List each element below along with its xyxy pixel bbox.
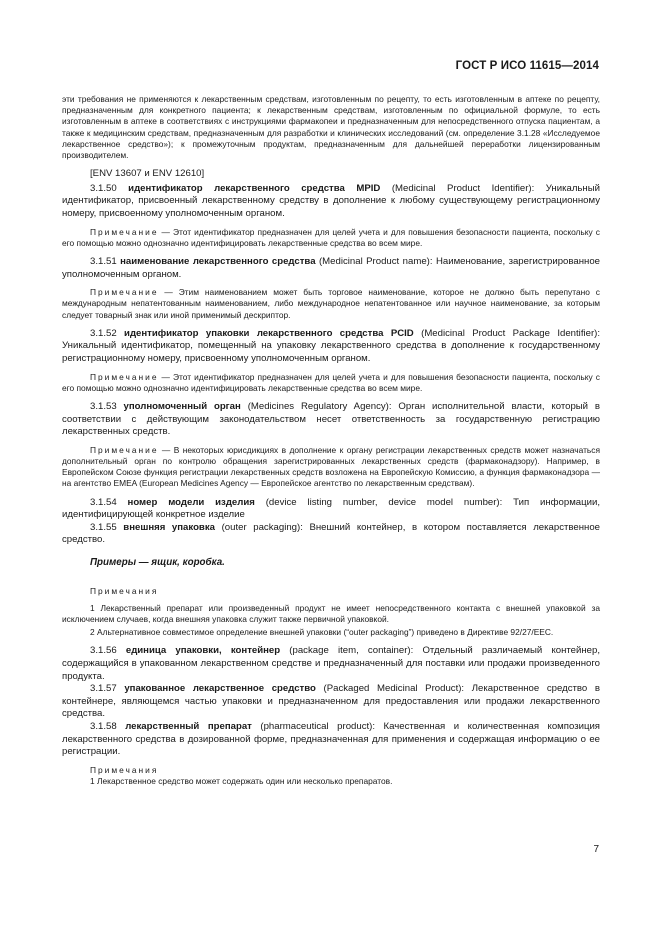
note-3-1-50: Примечание — Этот идентификатор предназначен для целей учета и для повышения безопасности пациента, поскольку с его помощью можно однозначно идентифицировать лекарственные средства во всем мире. [62,226,600,248]
note-3-1-51: Примечание — Этим наименованием может быть торговое наименование, которое не должно быть перепутано с международным непатентованным наименованием, либо международное непатентованное или научное наименование, за которым следует товарный знак или иной применимый дескриптор. [62,287,600,320]
notes-heading: Примечания [90,585,159,596]
note-3-1-55-2: 2 Альтернативное совместимое определение внешней упаковки (“outer packaging”) приведено в Директиве 92/27/ЕЕС. [90,627,554,638]
note-3-1-55-1: 1 Лекарственный препарат или произведенный продукт не имеет непосредственного контакта с внешней упаковкой за исключением случаев, когда внешняя упаковка служит также первичной упаковкой. [62,602,600,624]
term-definition: (Medicines Regulatory Agency): Орган исполнительной власти, который в соответствии с действующим законодательством несет ответственность за государственную регистрацию лекарственных средств. [62,400,600,438]
term-3-1-57 [62,683,600,721]
term-3-1-55 [62,522,600,547]
term-number: 3.1.57 [90,683,125,695]
term-number: 3.1.52 [90,327,125,339]
reference: [ENV 13607 и ENV 12610] [90,168,205,180]
term-definition: (outer packaging): Внешний контейнер, в котором поставляется лекарственное средство. [62,521,600,546]
term-number: 3.1.56 [90,645,126,657]
term-definition: (device listing number, device model number): Тип информации, идентифицирующей конкретное изделие [62,496,601,521]
term-title: наименование лекарственного средства [120,256,316,267]
term-title: идентификатор лекарственного средства MPID [128,182,381,194]
term-title: единица упаковки, контейнер [125,645,281,657]
term-definition: (package item, container): Отдельный различаемый контейнер, содержащийся в упакованном лекарственном средстве и предназначенный для поставки или продажи произведенного продукта. [62,645,601,682]
term-3-1-54 [62,497,600,522]
term-number: 3.1.55 [90,521,124,533]
term-title: внешняя упаковка [123,521,215,533]
note-text: В некоторых юрисдикциях в дополнение к органу регистрации лекарственных средств может назначаться дополнительный орган по контролю обращения зарегистрированных лекарственных средств (фармаконадзору). Например, в Европейском Союзе функция регистрации лекарственных средств возложена на Европейскую Комиссию, а функция фармаконадзора — на агентство EMEA (European Medicines Agency — Европейское агентство по лекарственным средствам). [62,444,601,489]
intro-paragraph: эти требования не применяются к лекарственным средствам, изготовленным по рецепту, то есть изготовленным в аптеке по рецепту, предназначенным для конкретного пациента; к лекарственным средствам, изготовленным по официальной формуле, то есть изготовленным в аптеке в соответствиях с инструкциями фармакопеи и предназначенным для непосредственного отпуска пациентам, а также к медицинским средствам, предназначенным для разработки и клинических исследований (см. определение 3.1.28 «Исследуемое лекарственное средство»); к промежуточным продуктам, предназначенным для дальнейшей переработки лицензированным производителем. [62,94,600,161]
term-definition: (Medicinal Product Identifier): Уникальный идентификатор, присвоенный лекарственному средству в дополнение к любому существующему регистрационному номеру, присвоенному уполномоченным органом. [62,182,600,219]
term-number: 3.1.51 [90,256,121,267]
term-number: 3.1.58 [90,720,126,732]
document-body [62,94,600,787]
document-header: ГОСТ Р ИСО 11615—2014 [455,60,599,72]
term-definition: (Medicinal Product Package Identifier): Уникальный идентификатор, помещенный на упаковку лекарственного средства в дополнение к государственному регистрационному номеру, присвоенному уполномоченным органом. [62,327,601,364]
term-definition: (Medicinal Product name): Наименование, зарегистрированное уполномоченным органом. [62,256,600,280]
term-title: упакованное лекарственное средство [124,683,316,695]
note-3-1-53: Примечание — В некоторых юрисдикциях в дополнение к органу регистрации лекарственных средств может назначаться дополнительный орган по контролю обращения зарегистрированных лекарственных средств (фармаконадзору). Например, в Европейском Союзе функция регистрации лекарственных средств возложена на Европейскую Комиссию, а функция фармаконадзора — на агентство EMEA (European Medicines Agency — Европейское агентство по лекарственным средствам). [62,444,601,489]
term-3-1-58 [62,721,600,759]
note-text: Этот идентификатор предназначен для целей учета и для повышения безопасности пациента, поскольку с его помощью можно однозначно идентифицировать лекарственные средства во всем мире. [62,371,600,393]
term-3-1-50 [62,183,600,221]
examples: Примеры — ящик, коробка. [90,556,225,568]
term-title: идентификатор упаковки лекарственного средства PCID [124,327,414,339]
term-3-1-56 [62,645,600,683]
note-label: Примечание [90,371,159,382]
term-definition: (Packaged Medicinal Product): Лекарственное средство в контейнере, являющемся частью упаковки и предназначенном для предоставления или продажи лекарственного средства. [62,683,600,720]
note-text: Этот идентификатор предназначен для целей учета и для повышения безопасности пациента, поскольку с его помощью можно однозначно идентифицировать лекарственные средства во всем мире. [62,226,600,248]
term-3-1-52 [62,328,600,366]
term-title: лекарственный препарат [125,720,252,732]
term-number: 3.1.54 [90,496,128,508]
term-3-1-51 [62,256,600,281]
notes-heading: Примечания [90,764,159,775]
note-label: Примечание [90,287,159,298]
note-label: Примечание [90,444,159,455]
note-3-1-52: Примечание — Этот идентификатор предназначен для целей учета и для повышения безопасности пациента, поскольку с его помощью можно однозначно идентифицировать лекарственные средства во всем мире. [62,371,600,393]
term-title: уполномоченный орган [123,400,241,412]
note-3-1-58-1: 1 Лекарственное средство может содержать один или несколько препаратов. [90,775,393,786]
term-number: 3.1.50 [90,182,129,194]
note-label: Примечание [90,226,159,237]
term-title: номер модели изделия [127,496,255,508]
term-3-1-53 [62,401,600,439]
term-definition: (pharmaceutical product): Качественная и количественная композиция лекарственного средства в дозированной форме, предназначенная для применения и содержащая информацию о ее регистрации. [62,720,601,758]
page-number: 7 [593,844,599,855]
term-number: 3.1.53 [90,400,124,412]
note-text: Этим наименованием может быть торговое наименование, которое не должно быть перепутано с международным непатентованным наименованием, либо международное непатентованное или научное наименование, за которым следует товарный знак или иной применимый дескриптор. [62,287,600,320]
